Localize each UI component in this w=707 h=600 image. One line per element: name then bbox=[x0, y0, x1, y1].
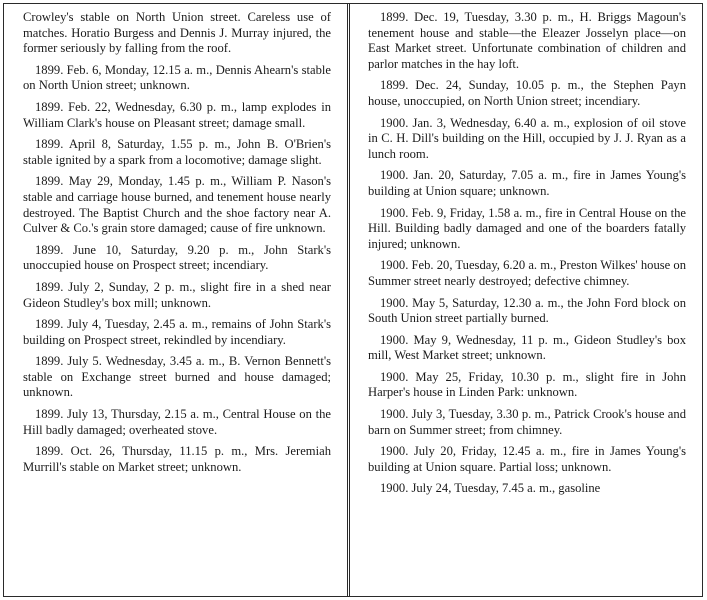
fire-record: 1899. Dec. 24, Sunday, 10.05 p. m., the Stephen Payn house, unoccupied, on North Union street; incendiary. bbox=[368, 78, 686, 108]
fire-record: 1899. Feb. 6, Monday, 12.15 a. m., Dennis Ahearn's stable on North Union street; unknown. bbox=[23, 62, 331, 93]
fire-record: 1900. May 5, Saturday, 12.30 a. m., the John Ford block on South Union street partially burned. bbox=[368, 295, 686, 326]
fire-record: 1899. June 10, Saturday, 9.20 p. m., John Stark's unoccupied house on Prospect street; incendiary. bbox=[23, 242, 331, 273]
fire-record: 1900. July 20, Friday, 12.45 a. m., fire in James Young's building at Union square. Partial loss; unknown. bbox=[368, 444, 686, 474]
left-column bbox=[23, 10, 331, 481]
fire-record: 1899. Dec. 19, Tuesday, 3.30 p. m., H. Briggs Magoun's tenement house and stable—the Eleazer Josselyn place—on East Market street. Unfortunate combination of children and parlor matches in the hay loft. bbox=[368, 10, 686, 71]
fire-record: 1899. July 4, Tuesday, 2.45 a. m., remains of John Stark's building on Prospect street, rekindled by incendiary. bbox=[23, 317, 331, 347]
fire-record: 1899. July 5. Wednesday, 3.45 a. m., B. Vernon Bennett's stable on Exchange street burned and house damaged; unknown. bbox=[23, 354, 331, 400]
fire-record: 1900. May 25, Friday, 10.30 p. m., slight fire in John Harper's house in Linden Park: unknown. bbox=[368, 369, 686, 400]
right-column bbox=[368, 10, 686, 503]
fire-record: 1900. July 3, Tuesday, 3.30 p. m., Patrick Crook's house and barn on Summer street; from chimney. bbox=[368, 407, 686, 437]
fire-record: 1900. Jan. 3, Wednesday, 6.40 a. m., explosion of oil stove in C. H. Dill's building on the Hill, occupied by J. J. Ryan as a lunch room. bbox=[368, 115, 686, 161]
fire-record: 1900. May 9, Wednesday, 11 p. m., Gideon Studley's box mill, West Market street; unknown. bbox=[368, 332, 686, 363]
fire-record: 1899. April 8, Saturday, 1.55 p. m., John B. O'Brien's stable ignited by a spark from a locomotive; damage slight. bbox=[23, 137, 331, 167]
fire-record-partial: 1900. July 24, Tuesday, 7.45 a. m., gasoline bbox=[380, 481, 601, 496]
fire-record: 1899. Oct. 26, Thursday, 11.15 p. m., Mrs. Jeremiah Murrill's stable on Market street; unknown. bbox=[23, 444, 331, 474]
column-divider bbox=[347, 3, 350, 597]
fire-record: 1899. May 29, Monday, 1.45 p. m., William P. Nason's stable and carriage house burned, and tenement house nearly destroyed. The Baptist Church and the shoe factory near A. Culver & Co.'s grain store damaged; cause of fire unknown. bbox=[23, 174, 331, 236]
fire-record: 1899. Feb. 22, Wednesday, 6.30 p. m., lamp explodes in William Clark's house on Pleasant street; damage small. bbox=[23, 99, 331, 130]
fire-record: 1900. Feb. 9, Friday, 1.58 a. m., fire in Central House on the Hill. Building badly damaged and one of the boarders fatally injured; unknown. bbox=[368, 205, 686, 251]
fire-record: 1900. Jan. 20, Saturday, 7.05 a. m., fire in James Young's building at Union square; unknown. bbox=[368, 168, 686, 198]
fire-record: 1900. Feb. 20, Tuesday, 6.20 a. m., Preston Wilkes' house on Summer street nearly destroyed; defective chimney. bbox=[368, 258, 686, 288]
fire-record: 1899. July 13, Thursday, 2.15 a. m., Central House on the Hill badly damaged; overheated stove. bbox=[23, 407, 331, 437]
fire-record-continuation: Crowley's stable on North Union street. Careless use of matches. Horatio Burgess and Dennis J. Murray injured, the former seriously by falling from the roof. bbox=[23, 10, 331, 56]
fire-record: 1899. July 2, Sunday, 2 p. m., slight fire in a shed near Gideon Studley's box mill; unknown. bbox=[23, 279, 331, 310]
